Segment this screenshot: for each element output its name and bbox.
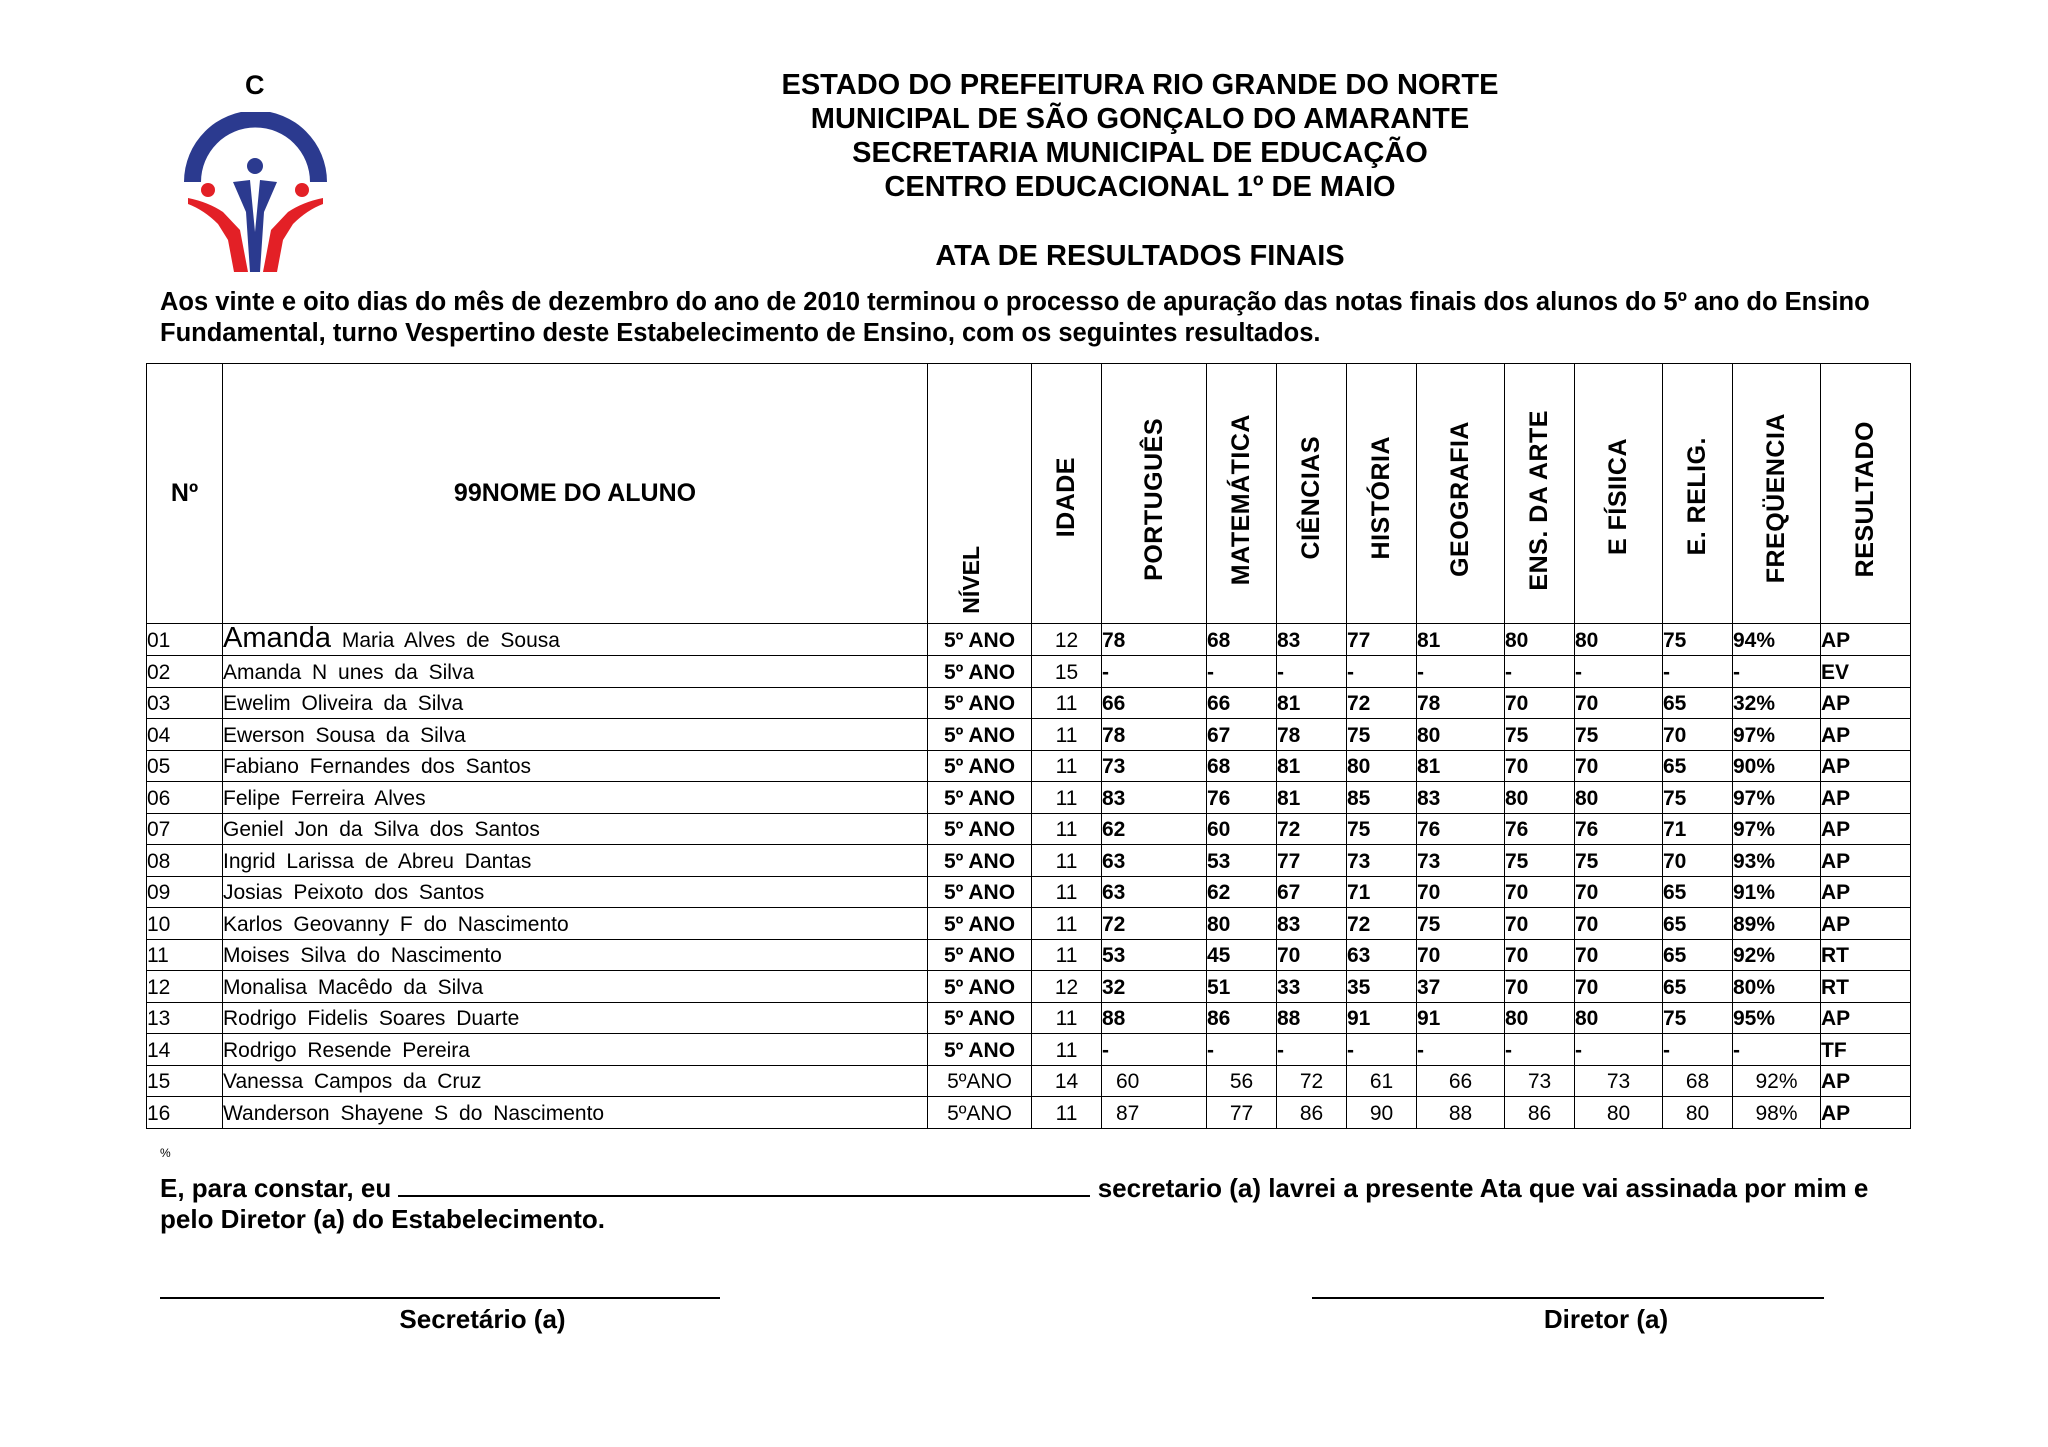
cell-resultado: AP	[1821, 908, 1911, 940]
logo-head-left	[201, 183, 215, 197]
cell-relig: 65	[1663, 750, 1733, 782]
cell-arte: 76	[1505, 813, 1575, 845]
col-relig-label: E. RELIG.	[1683, 436, 1711, 555]
cell-fisica: 70	[1575, 971, 1663, 1003]
cell-name: Vanessa Campos da Cruz	[223, 1065, 928, 1097]
col-relig	[1663, 364, 1733, 624]
cell-portugues: 78	[1102, 719, 1207, 751]
cell-fisica: 76	[1575, 813, 1663, 845]
cell-nivel: 5º ANO	[928, 624, 1032, 656]
col-nivel	[928, 364, 1032, 624]
cell-arte: -	[1505, 656, 1575, 688]
director-signature-line	[1312, 1297, 1824, 1299]
col-portugues	[1102, 364, 1207, 624]
cell-arte: -	[1505, 1034, 1575, 1066]
col-historia-label: HISTÓRIA	[1367, 435, 1395, 559]
cell-arte: 70	[1505, 971, 1575, 1003]
table-row	[147, 624, 1911, 656]
document-header	[600, 68, 1680, 204]
cell-freq: 95%	[1733, 1002, 1821, 1034]
cell-resultado: AP	[1821, 624, 1911, 656]
cell-resultado: RT	[1821, 971, 1911, 1003]
cell-portugues: 62	[1102, 813, 1207, 845]
cell-geografia: -	[1417, 656, 1505, 688]
cell-arte: 70	[1505, 687, 1575, 719]
cell-geografia: 81	[1417, 750, 1505, 782]
cell-relig: 80	[1663, 1097, 1733, 1129]
cell-num: 04	[147, 719, 223, 751]
cell-resultado: AP	[1821, 782, 1911, 814]
cell-geografia: 70	[1417, 876, 1505, 908]
col-arte-label: ENS. DA ARTE	[1525, 410, 1553, 591]
col-num: Nº	[147, 364, 223, 624]
cell-name: Ewerson Sousa da Silva	[223, 719, 928, 751]
cell-idade: 11	[1032, 876, 1102, 908]
table-row	[147, 813, 1911, 845]
cell-ciencias: 72	[1277, 813, 1347, 845]
cell-relig: 70	[1663, 719, 1733, 751]
cell-relig: -	[1663, 656, 1733, 688]
cell-freq: 97%	[1733, 719, 1821, 751]
table-row	[147, 939, 1911, 971]
cell-idade: 11	[1032, 750, 1102, 782]
cell-num: 02	[147, 656, 223, 688]
cell-geografia: -	[1417, 1034, 1505, 1066]
header-line-3: SECRETARIA MUNICIPAL DE EDUCAÇÃO	[852, 137, 1428, 169]
document-title: ATA DE RESULTADOS FINAIS	[935, 240, 1345, 272]
cell-idade: 11	[1032, 782, 1102, 814]
cell-relig: 70	[1663, 845, 1733, 877]
cell-fisica: 80	[1575, 624, 1663, 656]
table-row	[147, 782, 1911, 814]
cell-historia: 71	[1347, 876, 1417, 908]
cell-nivel: 5º ANO	[928, 908, 1032, 940]
cell-geografia: 73	[1417, 845, 1505, 877]
col-ciencias-label: CIÊNCIAS	[1297, 435, 1325, 559]
table-row	[147, 1034, 1911, 1066]
cell-relig: 75	[1663, 782, 1733, 814]
cell-freq: 90%	[1733, 750, 1821, 782]
cell-geografia: 70	[1417, 939, 1505, 971]
cell-portugues: 83	[1102, 782, 1207, 814]
table-row	[147, 1002, 1911, 1034]
cell-idade: 11	[1032, 719, 1102, 751]
cell-num: 09	[147, 876, 223, 908]
header-row	[147, 364, 1911, 624]
cell-freq: 32%	[1733, 687, 1821, 719]
cell-nivel: 5ºANO	[928, 1065, 1032, 1097]
cell-nivel: 5º ANO	[928, 687, 1032, 719]
secretary-signature-line	[160, 1297, 720, 1299]
cell-geografia: 81	[1417, 624, 1505, 656]
logo-letter: C	[245, 70, 265, 100]
col-freq-label: FREQÜENCIA	[1762, 412, 1790, 583]
cell-relig: 65	[1663, 908, 1733, 940]
cell-nivel: 5º ANO	[928, 813, 1032, 845]
cell-name: Amanda N unes da Silva	[223, 656, 928, 688]
cell-resultado: AP	[1821, 813, 1911, 845]
closing-paragraph	[160, 1173, 1920, 1235]
cell-arte: 70	[1505, 750, 1575, 782]
cell-name: Wanderson Shayene S do Nascimento	[223, 1097, 928, 1129]
table-row	[147, 1065, 1911, 1097]
cell-historia: 75	[1347, 813, 1417, 845]
cell-freq: 97%	[1733, 782, 1821, 814]
cell-name: Fabiano Fernandes dos Santos	[223, 750, 928, 782]
cell-historia: 72	[1347, 908, 1417, 940]
cell-geografia: 80	[1417, 719, 1505, 751]
cell-historia: 75	[1347, 719, 1417, 751]
header-line-4: CENTRO EDUCACIONAL 1º DE MAIO	[884, 171, 1396, 203]
col-arte	[1505, 364, 1575, 624]
cell-nivel: 5º ANO	[928, 1002, 1032, 1034]
cell-ciencias: 81	[1277, 750, 1347, 782]
table-row	[147, 687, 1911, 719]
table-body	[147, 624, 1911, 1129]
cell-relig: 75	[1663, 1002, 1733, 1034]
cell-matematica: 62	[1207, 876, 1277, 908]
cell-idade: 11	[1032, 687, 1102, 719]
col-geografia-label: GEOGRAFIA	[1446, 421, 1474, 577]
cell-portugues: 53	[1102, 939, 1207, 971]
cell-num: 12	[147, 971, 223, 1003]
cell-freq: 92%	[1733, 939, 1821, 971]
cell-matematica: 56	[1207, 1065, 1277, 1097]
cell-geografia: 66	[1417, 1065, 1505, 1097]
cell-fisica: -	[1575, 656, 1663, 688]
cell-name: Rodrigo Resende Pereira	[223, 1034, 928, 1066]
cell-matematica: 68	[1207, 624, 1277, 656]
cell-arte: 70	[1505, 939, 1575, 971]
cell-ciencias: 77	[1277, 845, 1347, 877]
cell-geografia: 91	[1417, 1002, 1505, 1034]
cell-name: Felipe Ferreira Alves	[223, 782, 928, 814]
col-geografia	[1417, 364, 1505, 624]
cell-num: 07	[147, 813, 223, 845]
school-logo	[178, 112, 333, 272]
secretary-label: Secretário (a)	[399, 1304, 566, 1334]
logo-figure-right	[263, 198, 323, 272]
cell-idade: 11	[1032, 908, 1102, 940]
cell-historia: 73	[1347, 845, 1417, 877]
cell-historia: 35	[1347, 971, 1417, 1003]
cell-freq: 80%	[1733, 971, 1821, 1003]
cell-resultado: AP	[1821, 750, 1911, 782]
cell-num: 13	[147, 1002, 223, 1034]
cell-matematica: -	[1207, 1034, 1277, 1066]
cell-geografia: 88	[1417, 1097, 1505, 1129]
cell-num: 16	[147, 1097, 223, 1129]
cell-portugues: 60	[1102, 1065, 1207, 1097]
cell-historia: 77	[1347, 624, 1417, 656]
cell-nivel: 5º ANO	[928, 971, 1032, 1003]
cell-ciencias: 70	[1277, 939, 1347, 971]
cell-nivel: 5º ANO	[928, 876, 1032, 908]
footnote-mark: %	[160, 1146, 171, 1160]
results-table	[146, 363, 1911, 1129]
table-row	[147, 1097, 1911, 1129]
student-first-name: Amanda	[223, 623, 332, 654]
cell-name: Karlos Geovanny F do Nascimento	[223, 908, 928, 940]
cell-matematica: 51	[1207, 971, 1277, 1003]
cell-nivel: 5º ANO	[928, 939, 1032, 971]
cell-arte: 80	[1505, 1002, 1575, 1034]
cell-num: 05	[147, 750, 223, 782]
cell-geografia: 75	[1417, 908, 1505, 940]
table-row	[147, 719, 1911, 751]
cell-num: 11	[147, 939, 223, 971]
cell-ciencias: 72	[1277, 1065, 1347, 1097]
cell-arte: 86	[1505, 1097, 1575, 1129]
cell-portugues: 88	[1102, 1002, 1207, 1034]
cell-resultado: RT	[1821, 939, 1911, 971]
cell-relig: 65	[1663, 876, 1733, 908]
cell-resultado: AP	[1821, 876, 1911, 908]
cell-nivel: 5º ANO	[928, 719, 1032, 751]
cell-matematica: 60	[1207, 813, 1277, 845]
cell-historia: 80	[1347, 750, 1417, 782]
logo-head-right	[295, 183, 309, 197]
cell-portugues: 73	[1102, 750, 1207, 782]
cell-idade: 14	[1032, 1065, 1102, 1097]
cell-fisica: 70	[1575, 939, 1663, 971]
cell-geografia: 83	[1417, 782, 1505, 814]
cell-matematica: 80	[1207, 908, 1277, 940]
cell-fisica: 80	[1575, 782, 1663, 814]
cell-ciencias: 83	[1277, 908, 1347, 940]
col-matematica	[1207, 364, 1277, 624]
cell-relig: 65	[1663, 687, 1733, 719]
cell-name: Geniel Jon da Silva dos Santos	[223, 813, 928, 845]
cell-fisica: 80	[1575, 1097, 1663, 1129]
cell-freq: 94%	[1733, 624, 1821, 656]
cell-portugues: 63	[1102, 845, 1207, 877]
cell-ciencias: 88	[1277, 1002, 1347, 1034]
cell-portugues: 32	[1102, 971, 1207, 1003]
cell-name: Ingrid Larissa de Abreu Dantas	[223, 845, 928, 877]
cell-relig: -	[1663, 1034, 1733, 1066]
cell-num: 03	[147, 687, 223, 719]
cell-resultado: AP	[1821, 1097, 1911, 1129]
col-portugues-label: PORTUGUÊS	[1139, 418, 1168, 581]
cell-fisica: 73	[1575, 1065, 1663, 1097]
cell-relig: 65	[1663, 939, 1733, 971]
cell-nivel: 5º ANO	[928, 656, 1032, 688]
cell-arte: 80	[1505, 782, 1575, 814]
cell-num: 15	[147, 1065, 223, 1097]
table-row	[147, 971, 1911, 1003]
cell-geografia: 37	[1417, 971, 1505, 1003]
cell-matematica: -	[1207, 656, 1277, 688]
cell-matematica: 67	[1207, 719, 1277, 751]
cell-historia: 61	[1347, 1065, 1417, 1097]
cell-portugues: 63	[1102, 876, 1207, 908]
cell-fisica: 70	[1575, 750, 1663, 782]
secretary-name-blank	[398, 1175, 1090, 1197]
cell-portugues: 87	[1102, 1097, 1207, 1129]
cell-idade: 12	[1032, 624, 1102, 656]
cell-idade: 11	[1032, 1034, 1102, 1066]
cell-freq: 93%	[1733, 845, 1821, 877]
cell-nivel: 5º ANO	[928, 782, 1032, 814]
cell-arte: 75	[1505, 845, 1575, 877]
cell-name: Monalisa Macêdo da Silva	[223, 971, 928, 1003]
col-matematica-label: MATEMÁTICA	[1227, 413, 1255, 585]
table-row	[147, 876, 1911, 908]
intro-paragraph: Aos vinte e oito dias do mês de dezembro do ano de 2010 terminou o processo de apuração das notas finais dos alunos do 5º ano do Ensino Fundamental, turno Vespertino deste Estabelecimento de Ensino, com os seguintes resultados.	[160, 288, 1870, 347]
cell-matematica: 86	[1207, 1002, 1277, 1034]
cell-matematica: 53	[1207, 845, 1277, 877]
cell-resultado: AP	[1821, 1002, 1911, 1034]
cell-ciencias: 33	[1277, 971, 1347, 1003]
cell-geografia: 78	[1417, 687, 1505, 719]
cell-ciencias: 67	[1277, 876, 1347, 908]
cell-arte: 80	[1505, 624, 1575, 656]
table-row	[147, 750, 1911, 782]
cell-matematica: 45	[1207, 939, 1277, 971]
cell-idade: 11	[1032, 845, 1102, 877]
cell-resultado: AP	[1821, 687, 1911, 719]
cell-idade: 11	[1032, 1002, 1102, 1034]
col-fisica	[1575, 364, 1663, 624]
cell-num: 06	[147, 782, 223, 814]
col-idade	[1032, 364, 1102, 624]
cell-idade: 11	[1032, 813, 1102, 845]
cell-resultado: AP	[1821, 845, 1911, 877]
cell-historia: 85	[1347, 782, 1417, 814]
cell-num: 14	[147, 1034, 223, 1066]
cell-nivel: 5ºANO	[928, 1097, 1032, 1129]
cell-freq: 91%	[1733, 876, 1821, 908]
cell-fisica: 80	[1575, 1002, 1663, 1034]
cell-portugues: 72	[1102, 908, 1207, 940]
col-name: 99NOME DO ALUNO	[223, 364, 928, 624]
cell-num: 08	[147, 845, 223, 877]
cell-relig: 68	[1663, 1065, 1733, 1097]
col-ciencias	[1277, 364, 1347, 624]
cell-name	[223, 624, 928, 656]
cell-nivel: 5º ANO	[928, 750, 1032, 782]
logo-head-center	[247, 158, 263, 174]
col-nivel-label: NÍVEL	[958, 546, 984, 614]
table-row	[147, 908, 1911, 940]
cell-freq: 98%	[1733, 1097, 1821, 1129]
closing-after: secretario (a) lavrei a presente Ata que vai assinada por mim e pelo Diretor (a) do Estabelecimento.	[160, 1173, 1869, 1234]
cell-arte: 73	[1505, 1065, 1575, 1097]
cell-ciencias: -	[1277, 1034, 1347, 1066]
cell-fisica: 70	[1575, 876, 1663, 908]
cell-freq: 97%	[1733, 813, 1821, 845]
cell-num: 01	[147, 624, 223, 656]
cell-historia: -	[1347, 656, 1417, 688]
logo-figure-left	[188, 198, 248, 272]
cell-name: Moises Silva do Nascimento	[223, 939, 928, 971]
cell-historia: 72	[1347, 687, 1417, 719]
header-line-2: MUNICIPAL DE SÃO GONÇALO DO AMARANTE	[810, 103, 1470, 135]
col-historia	[1347, 364, 1417, 624]
cell-matematica: 68	[1207, 750, 1277, 782]
cell-arte: 70	[1505, 908, 1575, 940]
cell-relig: 75	[1663, 624, 1733, 656]
cell-portugues: 66	[1102, 687, 1207, 719]
cell-ciencias: 81	[1277, 782, 1347, 814]
cell-fisica: 70	[1575, 908, 1663, 940]
cell-idade: 11	[1032, 939, 1102, 971]
cell-freq: -	[1733, 656, 1821, 688]
table-row	[147, 656, 1911, 688]
cell-fisica: -	[1575, 1034, 1663, 1066]
cell-resultado: AP	[1821, 719, 1911, 751]
header-line-1: ESTADO DO PREFEITURA RIO GRANDE DO NORTE	[781, 69, 1499, 101]
cell-geografia: 76	[1417, 813, 1505, 845]
cell-idade: 11	[1032, 1097, 1102, 1129]
cell-matematica: 76	[1207, 782, 1277, 814]
cell-historia: 91	[1347, 1002, 1417, 1034]
cell-ciencias: 81	[1277, 687, 1347, 719]
cell-freq: 92%	[1733, 1065, 1821, 1097]
student-rest-name: Maria Alves de Sousa	[331, 629, 560, 652]
cell-portugues: 78	[1102, 624, 1207, 656]
director-label: Diretor (a)	[1543, 1304, 1669, 1334]
cell-relig: 65	[1663, 971, 1733, 1003]
cell-nivel: 5º ANO	[928, 845, 1032, 877]
table-row	[147, 845, 1911, 877]
col-fisica-label: E FÍSIICA	[1604, 437, 1632, 555]
cell-resultado: AP	[1821, 1065, 1911, 1097]
cell-name: Josias Peixoto dos Santos	[223, 876, 928, 908]
cell-portugues: -	[1102, 1034, 1207, 1066]
cell-ciencias: 83	[1277, 624, 1347, 656]
cell-fisica: 75	[1575, 719, 1663, 751]
cell-matematica: 77	[1207, 1097, 1277, 1129]
cell-name: Ewelim Oliveira da Silva	[223, 687, 928, 719]
cell-num: 10	[147, 908, 223, 940]
cell-resultado: EV	[1821, 656, 1911, 688]
col-idade-label: IDADE	[1052, 456, 1080, 537]
col-freq	[1733, 364, 1821, 624]
cell-arte: 75	[1505, 719, 1575, 751]
cell-historia: 63	[1347, 939, 1417, 971]
cell-idade: 12	[1032, 971, 1102, 1003]
cell-fisica: 75	[1575, 845, 1663, 877]
col-resultado	[1821, 364, 1911, 624]
cell-resultado: TF	[1821, 1034, 1911, 1066]
cell-nivel: 5º ANO	[928, 1034, 1032, 1066]
cell-fisica: 70	[1575, 687, 1663, 719]
cell-arte: 70	[1505, 876, 1575, 908]
cell-ciencias: -	[1277, 656, 1347, 688]
cell-historia: -	[1347, 1034, 1417, 1066]
cell-freq: 89%	[1733, 908, 1821, 940]
cell-historia: 90	[1347, 1097, 1417, 1129]
cell-portugues: -	[1102, 656, 1207, 688]
cell-matematica: 66	[1207, 687, 1277, 719]
cell-relig: 71	[1663, 813, 1733, 845]
closing-before: E, para constar, eu	[160, 1173, 392, 1203]
cell-idade: 15	[1032, 656, 1102, 688]
col-resultado-label: RESULTADO	[1851, 420, 1879, 577]
cell-ciencias: 86	[1277, 1097, 1347, 1129]
cell-ciencias: 78	[1277, 719, 1347, 751]
cell-name: Rodrigo Fidelis Soares Duarte	[223, 1002, 928, 1034]
cell-freq: -	[1733, 1034, 1821, 1066]
